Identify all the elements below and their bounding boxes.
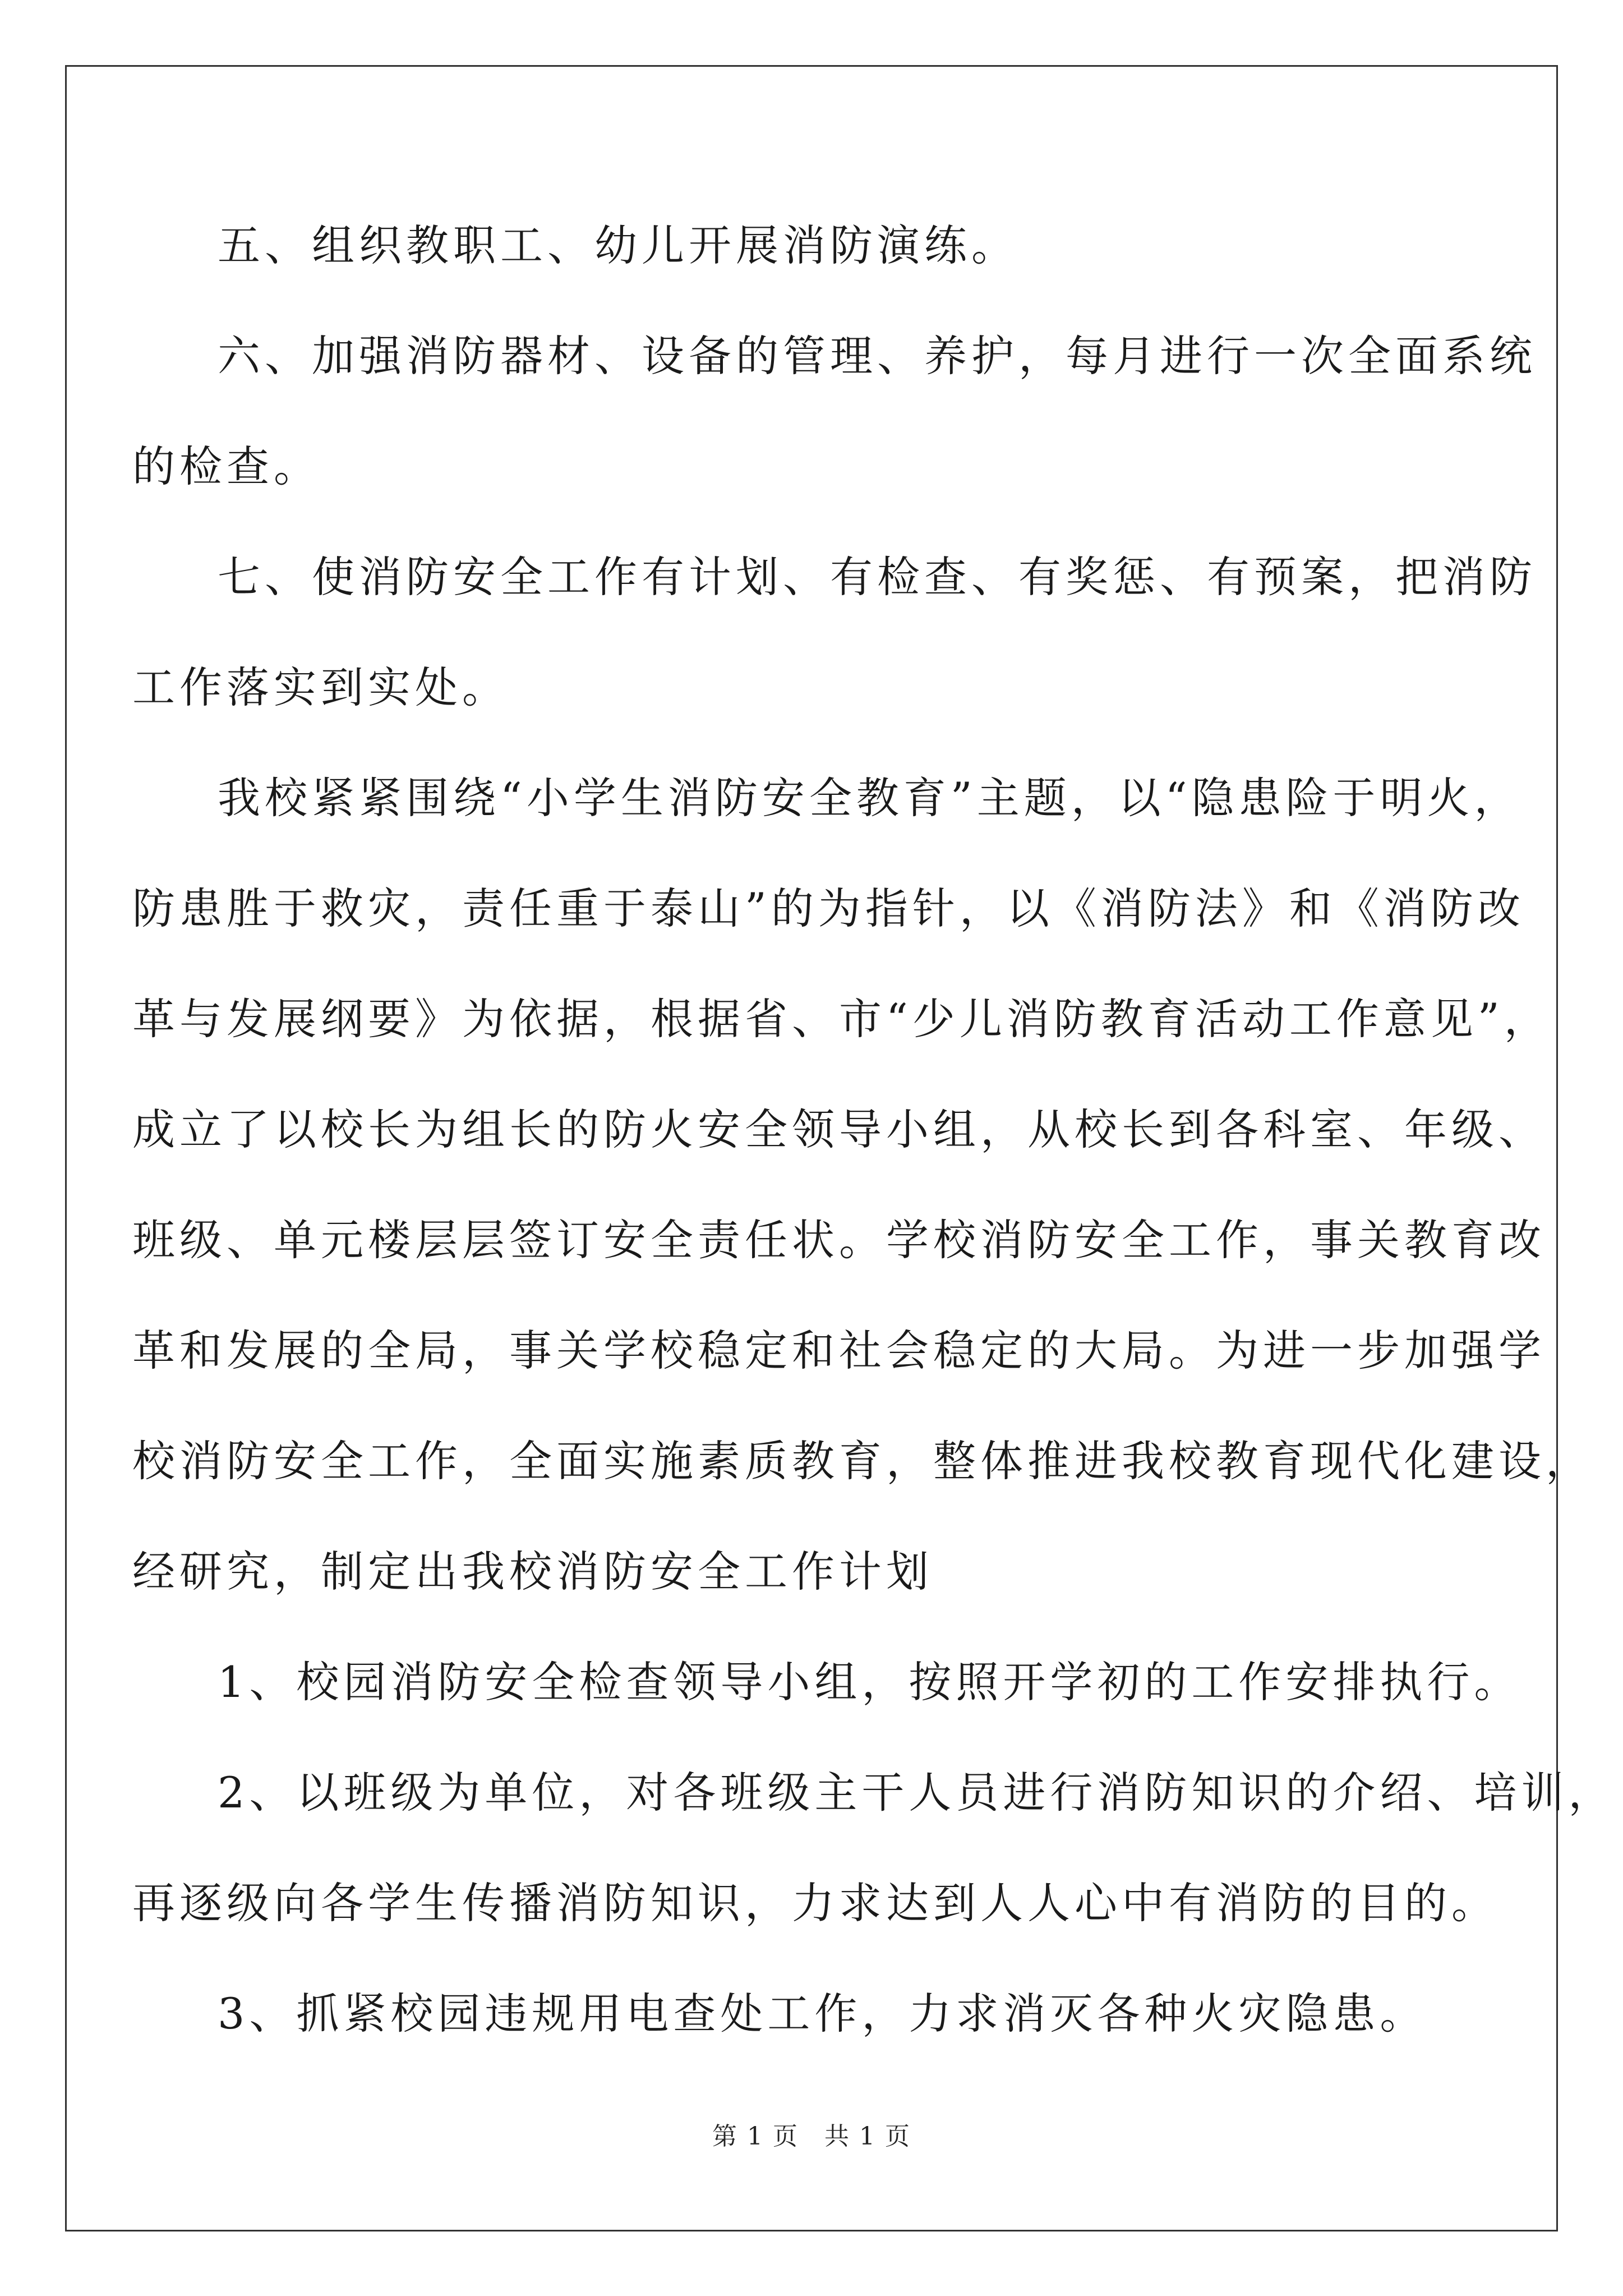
paragraph-line: 革与发展纲要》为依据，根据省、市“少儿消防教育活动工作意见”， bbox=[132, 994, 1551, 1044]
paragraph-line: 革和发展的全局，事关学校稳定和社会稳定的大局。为进一步加强学 bbox=[132, 1326, 1546, 1375]
paragraph-line: 我校紧紧围绕“小学生消防安全教育”主题，以“隐患险于明火， bbox=[218, 773, 1521, 823]
paragraph-line: 七、使消防安全工作有计划、有检查、有奖惩、有预案，把消防 bbox=[218, 552, 1537, 602]
paragraph-line: 防患胜于救灾，责任重于泰山”的为指针，以《消防法》和《消防改 bbox=[132, 884, 1525, 933]
paragraph-line: 的检查。 bbox=[132, 441, 321, 491]
paragraph-line: 工作落实到实处。 bbox=[132, 662, 509, 712]
document-body bbox=[132, 0, 1616, 2039]
paragraph-line: 2、以班级为单位，对各班级主干人员进行消防知识的介绍、培训， bbox=[218, 1768, 1616, 1818]
paragraph-line: 校消防安全工作，全面实施素质教育，整体推进我校教育现代化建设， bbox=[132, 1436, 1593, 1486]
paragraph-line: 六、加强消防器材、设备的管理、养护，每月进行一次全面系统 bbox=[218, 331, 1537, 381]
paragraph-line: 再逐级向各学生传播消防知识，力求达到人人心中有消防的目的。 bbox=[132, 1878, 1498, 1928]
paragraph-line: 3、抓紧校园违规用电查处工作，力求消灭各种火灾隐患。 bbox=[218, 1989, 1427, 2039]
paragraph-line: 成立了以校长为组长的防火安全领导小组，从校长到各科室、年级、 bbox=[132, 1105, 1546, 1154]
paragraph-line: 五、组织教职工、幼儿开展消防演练。 bbox=[218, 220, 1018, 270]
paragraph-line: 1、校园消防安全检查领导小组，按照开学初的工作安排执行。 bbox=[218, 1657, 1521, 1707]
page-number-footer: 第 1 页 共 1 页 bbox=[712, 2122, 911, 2151]
paragraph-line: 班级、单元楼层层签订安全责任状。学校消防安全工作，事关教育改 bbox=[132, 1215, 1546, 1265]
paragraph-line: 经研究，制定出我校消防安全工作计划 bbox=[132, 1547, 933, 1596]
